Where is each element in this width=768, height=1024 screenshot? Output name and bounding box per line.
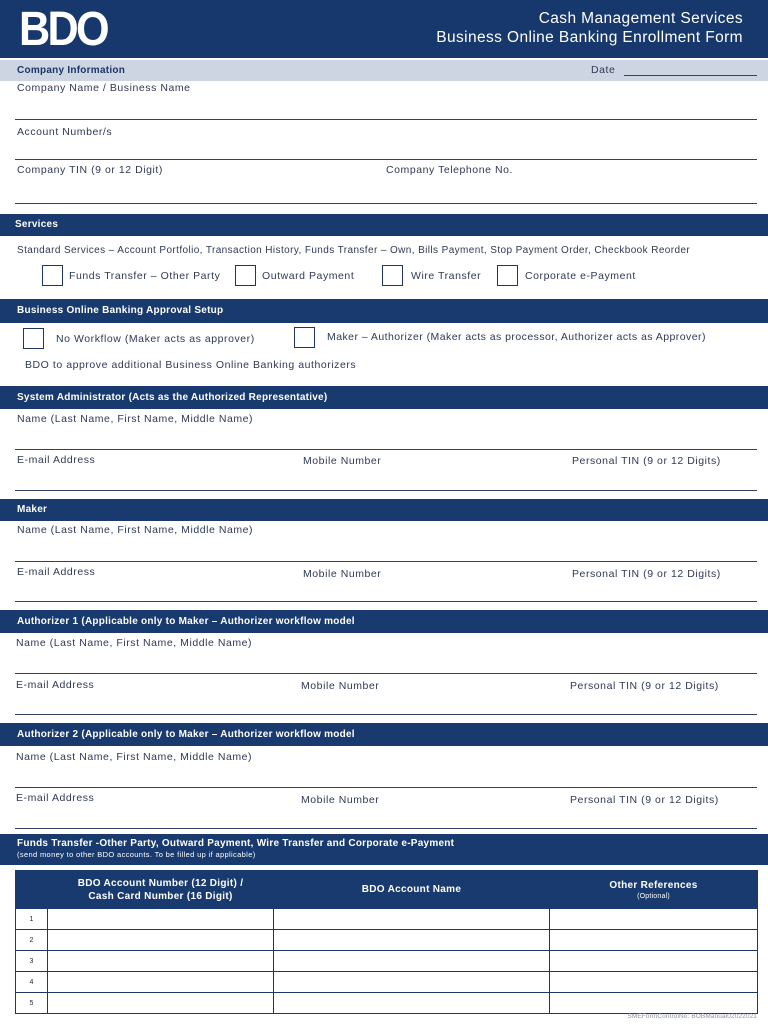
authorizer-2-heading: Authorizer 2 (Applicable only to Maker – Authorizer workflow model bbox=[17, 729, 355, 740]
tin-label: Personal TIN (9 or 12 Digits) bbox=[572, 455, 721, 467]
other-references-cell[interactable] bbox=[550, 909, 758, 930]
approval-setup-heading: Business Online Banking Approval Setup bbox=[17, 305, 224, 316]
header-banner bbox=[0, 0, 768, 58]
form-control-number: SMEFormControlNo: BOBManual02022021 bbox=[627, 1013, 757, 1020]
maker-bar bbox=[0, 499, 768, 521]
row-number: 2 bbox=[16, 930, 48, 951]
account-numbers-field[interactable] bbox=[15, 125, 757, 159]
system-administrator-mobile-field[interactable] bbox=[301, 453, 570, 490]
company-telephone-field[interactable] bbox=[384, 163, 757, 203]
corporate-e-payment-label: Corporate e-Payment bbox=[525, 270, 636, 282]
approval-note: BDO to approve additional Business Online Banking authorizers bbox=[25, 359, 357, 371]
authorizer-2-mobile-field[interactable] bbox=[299, 791, 568, 828]
row-number: 4 bbox=[16, 972, 48, 993]
account-number-cell[interactable] bbox=[48, 930, 274, 951]
company-information-heading: Company Information bbox=[17, 65, 126, 76]
maker-authorizer-label: Maker – Authorizer (Maker acts as processor, Authorizer acts as Approver) bbox=[327, 331, 706, 343]
system-administrator-bar bbox=[0, 386, 768, 409]
maker-contact-row bbox=[15, 565, 757, 602]
authorizer-2-bar bbox=[0, 723, 768, 746]
account-numbers-label: Account Number/s bbox=[17, 126, 113, 138]
table-row bbox=[16, 909, 758, 930]
authorizer-2-tin-field[interactable] bbox=[568, 791, 757, 828]
company-tin-telephone-row bbox=[15, 163, 757, 204]
name-label: Name (Last Name, First Name, Middle Name) bbox=[16, 751, 253, 763]
account-number-cell[interactable] bbox=[48, 972, 274, 993]
authorizer-1-name-field[interactable] bbox=[15, 636, 757, 673]
funds-transfer-table bbox=[15, 870, 758, 1014]
account-name-cell[interactable] bbox=[274, 909, 550, 930]
mobile-label: Mobile Number bbox=[303, 568, 382, 580]
account-number-cell[interactable] bbox=[48, 951, 274, 972]
maker-name-row bbox=[15, 523, 757, 562]
account-name-cell[interactable] bbox=[274, 930, 550, 951]
account-number-cell[interactable] bbox=[48, 909, 274, 930]
row-number-header bbox=[16, 871, 48, 909]
company-telephone-label: Company Telephone No. bbox=[386, 164, 513, 176]
mobile-label: Mobile Number bbox=[301, 794, 380, 806]
outward-payment-label: Outward Payment bbox=[262, 270, 355, 282]
other-references-cell[interactable] bbox=[550, 993, 758, 1014]
header-title-line2: Business Online Banking Enrollment Form bbox=[436, 29, 743, 46]
maker-name-field[interactable] bbox=[15, 523, 757, 561]
account-number-cell[interactable] bbox=[48, 993, 274, 1014]
funds-transfer-other-party-checkbox[interactable] bbox=[42, 265, 63, 286]
authorizer-1-email-field[interactable] bbox=[15, 678, 299, 714]
other-references-cell[interactable] bbox=[550, 930, 758, 951]
row-number: 5 bbox=[16, 993, 48, 1014]
maker-mobile-field[interactable] bbox=[301, 565, 570, 601]
other-references-header bbox=[550, 871, 758, 909]
authorizer-1-contact-row bbox=[15, 678, 757, 715]
other-references-cell[interactable] bbox=[550, 972, 758, 993]
account-numbers-row bbox=[15, 125, 757, 160]
company-name-field[interactable] bbox=[15, 81, 757, 119]
row-number: 1 bbox=[16, 909, 48, 930]
tin-label: Personal TIN (9 or 12 Digits) bbox=[570, 794, 719, 806]
name-label: Name (Last Name, First Name, Middle Name) bbox=[17, 413, 254, 425]
wire-transfer-checkbox[interactable] bbox=[382, 265, 403, 286]
company-name-row bbox=[15, 81, 757, 120]
date-field[interactable] bbox=[624, 61, 757, 76]
system-administrator-email-field[interactable] bbox=[15, 453, 301, 490]
authorizer-2-name-field[interactable] bbox=[15, 750, 757, 787]
maker-heading: Maker bbox=[17, 504, 48, 515]
authorizer-1-heading: Authorizer 1 (Applicable only to Maker – Authorizer workflow model bbox=[17, 616, 355, 627]
system-administrator-name-row bbox=[15, 412, 757, 450]
table-row bbox=[16, 972, 758, 993]
company-tin-label: Company TIN (9 or 12 Digit) bbox=[17, 164, 163, 176]
tin-label: Personal TIN (9 or 12 Digits) bbox=[570, 680, 719, 692]
services-heading: Services bbox=[15, 219, 59, 230]
other-references-optional-note: (Optional) bbox=[637, 892, 670, 900]
company-information-bar bbox=[0, 60, 768, 81]
system-administrator-tin-field[interactable] bbox=[570, 453, 757, 490]
authorizer-1-mobile-field[interactable] bbox=[299, 678, 568, 714]
account-number-header bbox=[48, 871, 274, 909]
email-label: E-mail Address bbox=[16, 679, 95, 691]
wire-transfer-label: Wire Transfer bbox=[411, 270, 482, 282]
account-name-header: BDO Account Name bbox=[274, 871, 550, 909]
funds-transfer-bar bbox=[0, 834, 768, 865]
company-name-label: Company Name / Business Name bbox=[17, 82, 191, 94]
authorizer-2-name-row bbox=[15, 750, 757, 788]
email-label: E-mail Address bbox=[17, 454, 96, 466]
date-label: Date bbox=[591, 64, 616, 76]
email-label: E-mail Address bbox=[16, 792, 95, 804]
company-tin-field[interactable] bbox=[15, 163, 384, 203]
outward-payment-checkbox[interactable] bbox=[235, 265, 256, 286]
email-label: E-mail Address bbox=[17, 566, 96, 578]
table-row bbox=[16, 993, 758, 1014]
system-administrator-contact-row bbox=[15, 453, 757, 491]
maker-tin-field[interactable] bbox=[570, 565, 757, 601]
no-workflow-checkbox[interactable] bbox=[23, 328, 44, 349]
mobile-label: Mobile Number bbox=[301, 680, 380, 692]
authorizer-1-bar bbox=[0, 610, 768, 633]
maker-email-field[interactable] bbox=[15, 565, 301, 601]
account-number-header-line1: BDO Account Number (12 Digit) / bbox=[77, 877, 244, 889]
table-row bbox=[16, 951, 758, 972]
authorizer-2-contact-row bbox=[15, 791, 757, 829]
header-title-line1: Cash Management Services bbox=[538, 10, 743, 27]
table-row bbox=[16, 930, 758, 951]
authorizer-2-email-field[interactable] bbox=[15, 791, 299, 828]
name-label: Name (Last Name, First Name, Middle Name) bbox=[16, 637, 253, 649]
authorizer-1-tin-field[interactable] bbox=[568, 678, 757, 714]
maker-authorizer-checkbox[interactable] bbox=[294, 327, 315, 348]
tin-label: Personal TIN (9 or 12 Digits) bbox=[572, 568, 721, 580]
funds-transfer-other-party-label: Funds Transfer – Other Party bbox=[69, 270, 221, 282]
name-label: Name (Last Name, First Name, Middle Name) bbox=[17, 524, 254, 536]
account-name-cell[interactable] bbox=[274, 951, 550, 972]
standard-services-text: Standard Services – Account Portfolio, Transaction History, Funds Transfer – Own, Bills Payment, Stop Payment Order, Checkbook Reorder bbox=[17, 245, 691, 256]
mobile-label: Mobile Number bbox=[303, 455, 382, 467]
row-number: 3 bbox=[16, 951, 48, 972]
corporate-e-payment-checkbox[interactable] bbox=[497, 265, 518, 286]
no-workflow-label: No Workflow (Maker acts as approver) bbox=[56, 333, 255, 345]
funds-transfer-heading: Funds Transfer -Other Party, Outward Payment, Wire Transfer and Corporate e-Payment bbox=[17, 838, 455, 849]
system-administrator-name-field[interactable] bbox=[15, 412, 757, 449]
authorizer-1-name-row bbox=[15, 636, 757, 674]
other-references-header-label: Other References bbox=[609, 879, 698, 891]
account-name-cell[interactable] bbox=[274, 993, 550, 1014]
account-name-cell[interactable] bbox=[274, 972, 550, 993]
system-administrator-heading: System Administrator (Acts as the Authorized Representative) bbox=[17, 392, 328, 403]
approval-setup-bar bbox=[0, 299, 768, 323]
table-header-row bbox=[16, 871, 758, 909]
services-bar bbox=[0, 214, 768, 236]
funds-transfer-subheading: (send money to other BDO accounts. To be filled up if applicable) bbox=[17, 850, 256, 859]
bdo-logo: BDO bbox=[19, 3, 107, 56]
other-references-cell[interactable] bbox=[550, 951, 758, 972]
account-number-header-line2: Cash Card Number (16 Digit) bbox=[88, 890, 233, 902]
